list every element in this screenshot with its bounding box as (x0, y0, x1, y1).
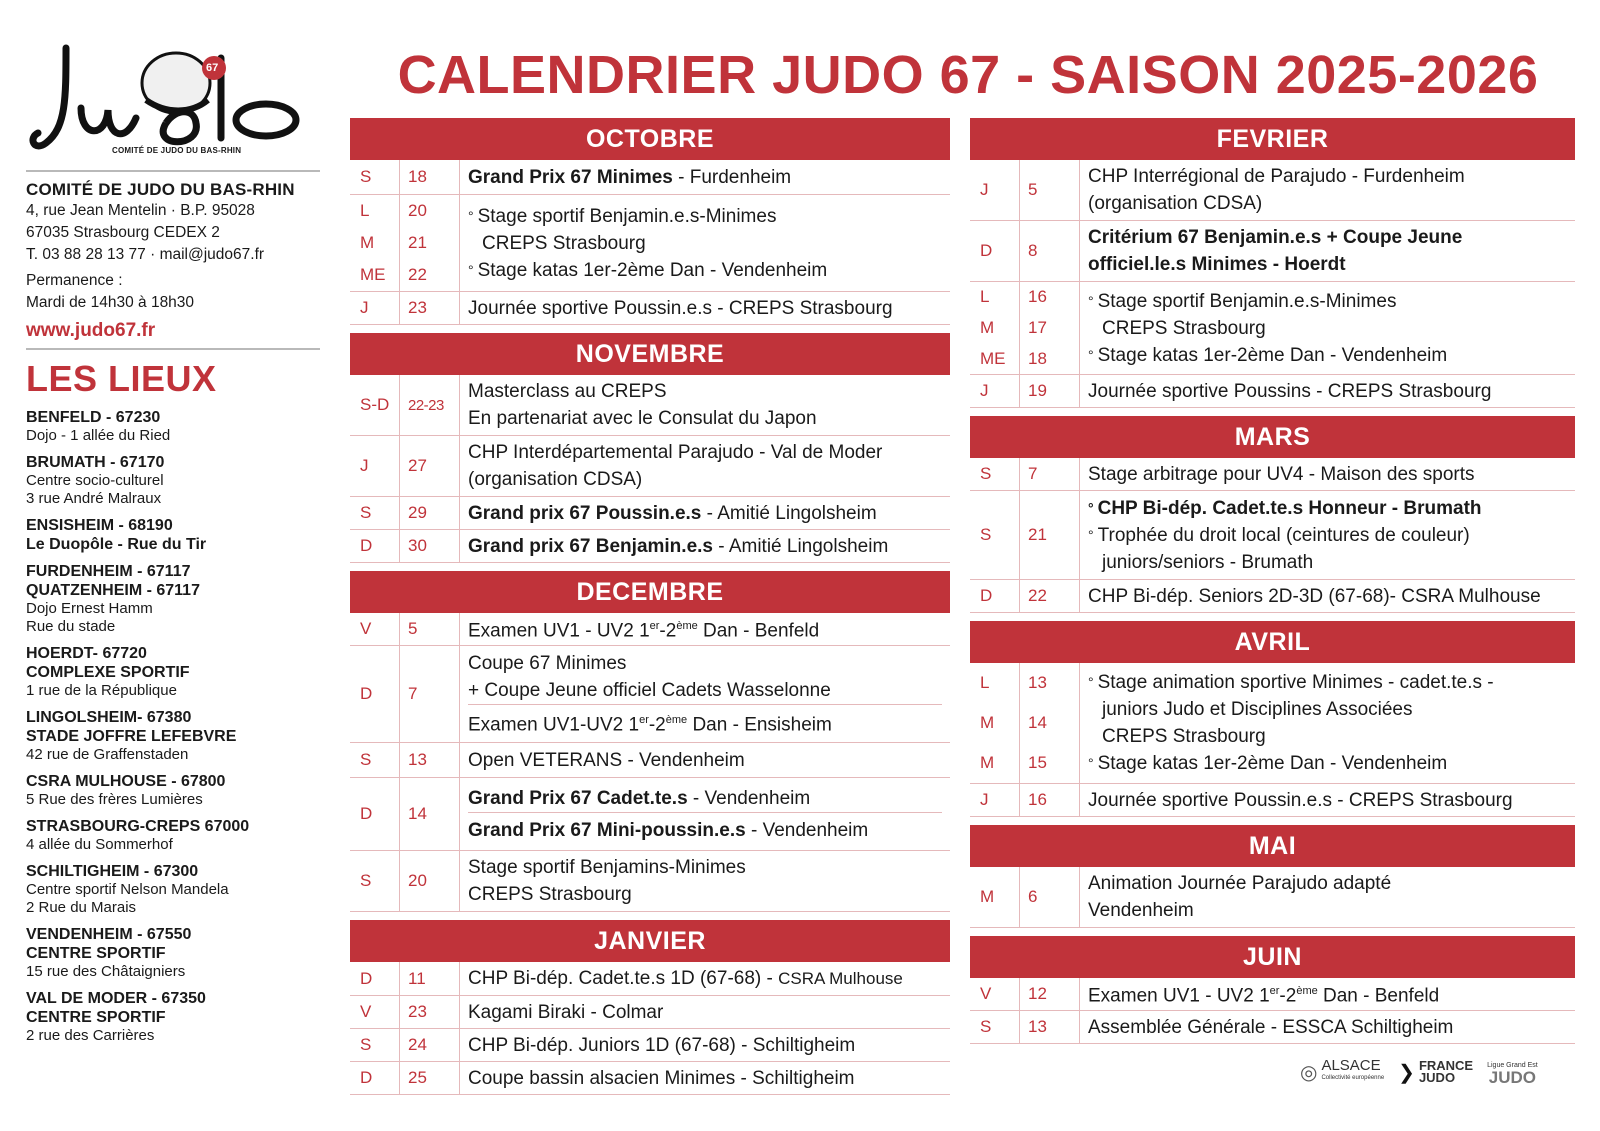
month-header: JANVIER (350, 920, 950, 962)
calendar-column-left (350, 118, 950, 1103)
event-day: S (350, 851, 400, 911)
event-text: Journée sportive Poussin.e.s - CREPS Strasbourg (468, 297, 893, 319)
event-row (970, 978, 1575, 1011)
month-decembre (350, 571, 950, 912)
event-day: J (350, 292, 400, 324)
event-date: 5 (1020, 160, 1080, 220)
event-date: 16 (1020, 784, 1080, 816)
place-item (26, 516, 320, 554)
event-day: D (970, 221, 1020, 281)
event-text: ° CHP Bi-dép. Cadet.te.s Honneur - Brumath ° Trophée du droit local (ceintures de couleur) juniors/seniors - Brumath (1088, 497, 1482, 573)
event-date: 13 (1020, 1011, 1080, 1043)
event-row-multi (970, 663, 1575, 784)
event-row (970, 160, 1575, 221)
event-date: 27 (400, 436, 460, 496)
event-date: 30 (400, 530, 460, 562)
event-date: 7 (400, 646, 460, 742)
month-fevrier (970, 118, 1575, 408)
place-address: Dojo Ernest Hamm (26, 600, 153, 617)
event-day: S-D (350, 375, 400, 435)
place-heading: CENTRE SPORTIF (26, 1009, 166, 1026)
event-day: ME (350, 259, 400, 291)
event-date: 22-23 (400, 375, 460, 435)
place-address: Rue du stade (26, 618, 116, 635)
month-header: MARS (970, 416, 1575, 458)
event-text: Grand prix 67 Benjamin.e.s - Amitié Lingolsheim (468, 535, 889, 557)
place-heading: LINGOLSHEIM- 67380 (26, 709, 192, 726)
month-header: OCTOBRE (350, 118, 950, 160)
event-date: 20 (400, 851, 460, 911)
event-text: Journée sportive Poussin.e.s - CREPS Strasbourg (1088, 789, 1513, 811)
event-text: Open VETERANS - Vendenheim (468, 749, 745, 771)
event-date: 13 (1020, 663, 1080, 703)
place-address: 4 allée du Sommerhof (26, 836, 173, 853)
event-date: 7 (1020, 458, 1080, 490)
place-item (26, 408, 320, 445)
event-text: Critérium 67 Benjamin.e.s + Coupe Jeune officiel.le.s Minimes - Hoerdt (1088, 227, 1463, 275)
event-day: S (970, 1011, 1020, 1043)
event-text: ° Stage sportif Benjamin.e.s-Minimes CREPS Strasbourg ° Stage katas 1er-2ème Dan - Vendenheim (468, 205, 828, 281)
divider (26, 170, 320, 172)
event-day: M (970, 703, 1020, 743)
place-heading: VENDENHEIM - 67550 (26, 926, 192, 943)
event-row (350, 962, 950, 996)
place-heading: BRUMATH - 67170 (26, 454, 165, 471)
place-address: 3 rue André Malraux (26, 490, 162, 507)
event-row (350, 996, 950, 1029)
place-address: Dojo - 1 allée du Ried (26, 427, 171, 444)
month-header: NOVEMBRE (350, 333, 950, 375)
page-title: CALENDRIER JUDO 67 - SAISON 2025-2026 (397, 45, 1539, 105)
event-text: Coupe 67 Minimes + Coupe Jeune officiel Cadets Wasselonne Examen UV1-UV2 1er-2ème Dan - Ensisheim (460, 646, 950, 742)
event-day: S (970, 491, 1020, 579)
place-heading: QUATZENHEIM - 67117 (26, 582, 200, 599)
month-header: DECEMBRE (350, 571, 950, 613)
event-day: V (970, 978, 1020, 1010)
event-text: Grand Prix 67 Cadet.te.s - Vendenheim Grand Prix 67 Mini-poussin.e.s - Vendenheim (460, 778, 950, 850)
event-row (350, 530, 950, 563)
event-day: M (970, 867, 1020, 927)
month-mai (970, 825, 1575, 928)
event-text: ° Stage animation sportive Minimes - cadet.te.s - juniors Judo et Disciplines Associées CREPS Strasbourg ° Stage katas 1er-2ème Dan - Vendenheim (1088, 672, 1494, 774)
org-address-2: 67035 Strasbourg CEDEX 2 (26, 224, 220, 241)
event-date: 23 (400, 996, 460, 1028)
event-row (350, 646, 950, 743)
event-day: L (350, 195, 400, 227)
logo-caption: COMITÉ DE JUDO DU BAS-RHIN (112, 146, 242, 155)
event-day: L (970, 663, 1020, 703)
france-judo-icon: ❯ (1398, 1061, 1415, 1084)
event-text: Stage arbitrage pour UV4 - Maison des sports (1088, 463, 1475, 485)
event-day: M (350, 227, 400, 259)
event-date: 13 (400, 743, 460, 777)
place-item (26, 453, 320, 508)
event-row (970, 375, 1575, 408)
event-day: S (350, 743, 400, 777)
event-row (350, 436, 950, 497)
event-date: 18 (400, 160, 460, 194)
event-text: Stage sportif Benjamins-Minimes CREPS Strasbourg (468, 857, 746, 905)
left-panel (26, 38, 320, 1045)
org-address-1: 4, rue Jean Mentelin · B.P. 95028 (26, 202, 255, 219)
event-date: 14 (1020, 703, 1080, 743)
event-day: S (970, 458, 1020, 490)
event-date: 21 (1020, 491, 1080, 579)
event-day: ME (970, 343, 1020, 374)
event-date: 25 (400, 1062, 460, 1094)
month-avril (970, 621, 1575, 817)
event-day: M (970, 313, 1020, 344)
france-judo-logo: ❯ FRANCE JUDO (1398, 1058, 1474, 1085)
event-date: 20 (400, 195, 460, 227)
event-row (350, 613, 950, 646)
places-list (26, 408, 320, 1045)
event-date: 16 (1020, 282, 1080, 313)
event-date: 6 (1020, 867, 1080, 927)
event-row (970, 458, 1575, 491)
month-novembre (350, 333, 950, 563)
event-text: Examen UV1 - UV2 1er-2ème Dan - Benfeld (1088, 985, 1440, 1007)
event-day: M (970, 743, 1020, 783)
event-day: J (970, 160, 1020, 220)
event-day: D (350, 962, 400, 995)
month-octobre (350, 118, 950, 325)
event-row (350, 1029, 950, 1062)
month-juin (970, 936, 1575, 1044)
lieux-title: LES LIEUX (26, 358, 217, 399)
event-day: V (350, 613, 400, 645)
event-row (970, 867, 1575, 928)
event-text: Coupe bassin alsacien Minimes - Schiltigheim (468, 1067, 855, 1089)
ligue-grand-est-logo: Ligue Grand Est JUDO (1487, 1062, 1538, 1087)
place-item (26, 644, 320, 700)
place-item (26, 862, 320, 917)
place-item (26, 989, 320, 1045)
event-row (350, 497, 950, 530)
event-text: Masterclass au CREPS En partenariat avec le Consulat du Japon (468, 381, 817, 429)
event-row (350, 160, 950, 195)
event-date: 11 (400, 962, 460, 995)
event-date: 21 (400, 227, 460, 259)
event-text: Kagami Biraki - Colmar (468, 1001, 664, 1023)
alsace-icon: ◎ (1300, 1061, 1318, 1084)
event-date: 19 (1020, 375, 1080, 407)
event-day: D (350, 1062, 400, 1094)
event-date: 22 (1020, 580, 1080, 612)
event-row (350, 1062, 950, 1095)
event-text: Grand prix 67 Poussin.e.s - Amitié Lingolsheim (468, 502, 877, 524)
event-text: CHP Bi-dép. Juniors 1D (67-68) - Schiltigheim (468, 1034, 856, 1056)
place-heading: HOERDT- 67720 (26, 645, 147, 662)
event-day: V (350, 996, 400, 1028)
event-text: CHP Interrégional de Parajudo - Furdenheim (organisation CDSA) (1088, 166, 1465, 214)
event-text: Examen UV1 - UV2 1er-2ème Dan - Benfeld (468, 620, 820, 642)
event-text: ° Stage sportif Benjamin.e.s-Minimes CREPS Strasbourg ° Stage katas 1er-2ème Dan - Vendenheim (1088, 290, 1448, 366)
permanence-label: Permanence : (26, 272, 123, 289)
event-row (970, 491, 1575, 580)
event-day: D (970, 580, 1020, 612)
month-header: JUIN (970, 936, 1575, 978)
place-heading: CENTRE SPORTIF (26, 945, 166, 962)
event-date: 23 (400, 292, 460, 324)
logo-badge: 67 (206, 62, 219, 74)
event-text: Grand Prix 67 Minimes - Furdenheim (468, 166, 792, 188)
event-date: 17 (1020, 313, 1080, 344)
event-date: 29 (400, 497, 460, 529)
org-contact: T. 03 88 28 13 77 · mail@judo67.fr (26, 246, 265, 263)
event-day: D (350, 778, 400, 850)
month-mars (970, 416, 1575, 613)
event-date: 22 (400, 259, 460, 291)
place-address: 42 rue de Graffenstaden (26, 746, 189, 763)
event-row-multi (350, 195, 950, 292)
month-header: AVRIL (970, 621, 1575, 663)
event-row (350, 292, 950, 325)
event-day: D (350, 646, 400, 742)
event-date: 12 (1020, 978, 1080, 1010)
place-item (26, 562, 320, 636)
event-date: 5 (400, 613, 460, 645)
place-heading: BENFELD - 67230 (26, 409, 161, 426)
event-row-multi (970, 282, 1575, 375)
event-day: D (350, 530, 400, 562)
place-heading: STADE JOFFRE LEFEBVRE (26, 728, 237, 745)
event-row (350, 743, 950, 778)
event-text: Assemblée Générale - ESSCA Schiltigheim (1088, 1016, 1454, 1038)
place-item (26, 772, 320, 809)
event-text: Journée sportive Poussins - CREPS Strasbourg (1088, 380, 1492, 402)
alsace-logo: ◎ ALSACE Collectivité européenne (1300, 1057, 1385, 1084)
place-heading: ENSISHEIM - 68190 (26, 517, 173, 534)
event-row (350, 851, 950, 912)
judo67-logo (26, 38, 316, 164)
permanence-hours: Mardi de 14h30 à 18h30 (26, 294, 195, 311)
divider (26, 348, 320, 350)
website-link[interactable]: www.judo67.fr (26, 320, 156, 341)
place-address: 5 Rue des frères Lumières (26, 791, 203, 808)
place-address: 2 Rue du Marais (26, 899, 137, 916)
event-day: J (970, 375, 1020, 407)
event-date: 8 (1020, 221, 1080, 281)
event-row (970, 580, 1575, 613)
place-item (26, 708, 320, 764)
place-heading: STRASBOURG-CREPS 67000 (26, 818, 250, 835)
event-day: S (350, 1029, 400, 1061)
month-header: FEVRIER (970, 118, 1575, 160)
place-item (26, 817, 320, 854)
place-address: Centre socio-culturel (26, 472, 164, 489)
event-row (970, 1011, 1575, 1044)
event-date: 15 (1020, 743, 1080, 783)
place-heading: SCHILTIGHEIM - 67300 (26, 863, 199, 880)
event-date: 18 (1020, 343, 1080, 374)
event-row (350, 778, 950, 851)
event-text: CHP Interdépartemental Parajudo - Val de Moder (organisation CDSA) (468, 442, 883, 490)
place-address: 1 rue de la République (26, 682, 177, 699)
event-text: CHP Bi-dép. Seniors 2D-3D (67-68)- CSRA Mulhouse (1088, 585, 1541, 607)
event-text: Animation Journée Parajudo adapté Vendenheim (1088, 873, 1392, 921)
org-name: COMITÉ DE JUDO DU BAS-RHIN (26, 180, 295, 199)
event-day: J (970, 784, 1020, 816)
month-header: MAI (970, 825, 1575, 867)
calendar-column-right (970, 118, 1575, 1052)
place-heading: FURDENHEIM - 67117 (26, 563, 191, 580)
event-day: L (970, 282, 1020, 313)
event-date: 14 (400, 778, 460, 850)
event-row (970, 784, 1575, 817)
month-janvier (350, 920, 950, 1095)
event-date: 24 (400, 1029, 460, 1061)
event-text: CHP Bi-dép. Cadet.te.s 1D (67-68) - CSRA Mulhouse (468, 968, 903, 989)
event-row (350, 375, 950, 436)
place-heading: CSRA MULHOUSE - 67800 (26, 773, 226, 790)
event-day: S (350, 497, 400, 529)
sponsor-logos (1300, 1052, 1590, 1092)
place-address: Centre sportif Nelson Mandela (26, 881, 229, 898)
place-heading: VAL DE MODER - 67350 (26, 990, 206, 1007)
event-row (970, 221, 1575, 282)
place-address: 15 rue des Châtaigniers (26, 963, 186, 980)
event-day: J (350, 436, 400, 496)
place-address: 2 rue des Carrières (26, 1027, 155, 1044)
event-day: S (350, 160, 400, 194)
place-heading: COMPLEXE SPORTIF (26, 664, 190, 681)
place-item (26, 925, 320, 981)
place-heading: Le Duopôle - Rue du Tir (26, 536, 207, 553)
